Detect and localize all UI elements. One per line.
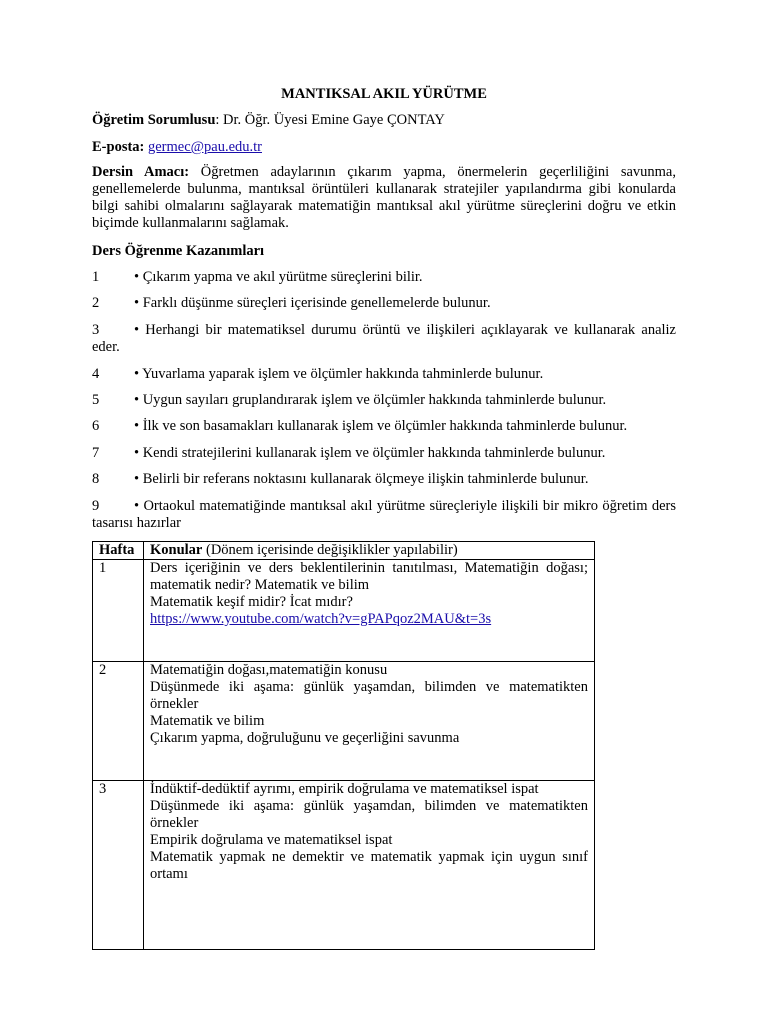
instructor-line bbox=[92, 112, 445, 129]
table-row bbox=[93, 781, 595, 950]
purpose-label: Dersin Amacı: bbox=[92, 164, 190, 180]
document-title: MANTIKSAL AKIL YÜRÜTME bbox=[281, 86, 487, 102]
outcome-item: 5 • Uygun sayıları gruplandırarak işlem ve ölçümler hakkında tahminlerde bulunur. bbox=[92, 392, 607, 408]
topics-cell: İndüktif-dedüktif ayrımı, empirik doğrulama ve matematiksel ispat Düşünmede iki aşama: günlük yaşamdan, bilimden ve matematikten örnekler Empirik doğrulama ve matematiksel ispat Matematik yapmak ne demektir ve matematik yapmak için uygun sınıf ortamı bbox=[144, 781, 595, 950]
table-row bbox=[93, 560, 595, 662]
table-header-row bbox=[93, 542, 595, 560]
outcomes-heading: Ders Öğrenme Kazanımları bbox=[92, 243, 265, 259]
outcome-item: 2 • Farklı düşünme süreçleri içerisinde genellemelerde bulunur. bbox=[92, 295, 491, 311]
week-cell: 2 bbox=[93, 662, 144, 781]
outcome-item: 9 • Ortaokul matematiğinde mantıksal akıl yürütme süreçleriyle ilişkili bir mikro öğretim ders tasarısı hazırlar bbox=[92, 498, 676, 531]
course-purpose bbox=[92, 164, 676, 232]
outcome-item: 4 • Yuvarlama yaparak işlem ve ölçümler hakkında tahminlerde bulunur. bbox=[92, 366, 544, 382]
instructor-value: : Dr. Öğr. Üyesi Emine Gaye ÇONTAY bbox=[215, 112, 445, 128]
instructor-label: Öğretim Sorumlusu bbox=[92, 112, 216, 128]
week-cell: 3 bbox=[93, 781, 144, 950]
outcome-item: 8 • Belirli bir referans noktasını kullanarak ölçmeye ilişkin tahminlerde bulunur. bbox=[92, 471, 589, 487]
topics-column-header: Konular (Dönem içerisinde değişiklikler yapılabilir) bbox=[144, 542, 595, 560]
outcome-item: 6 • İlk ve son basamakları kullanarak işlem ve ölçümler hakkında tahminlerde bulunur. bbox=[92, 418, 628, 434]
email-label: E-posta: bbox=[92, 139, 145, 155]
outcome-item: 3 • Herhangi bir matematiksel durumu örüntü ve ilişkileri açıklayarak ve kullanarak analiz eder. bbox=[92, 322, 676, 355]
purpose-text: Öğretmen adaylarının çıkarım yapma, önermelerin geçerliliğini savunma, genellemelerde bulunma, mantıksal örüntüleri kullanarak stratejiler yapılandırma gibi konularda bilgi sahibi olmalarını sağlayarak matematiğin mantıksal akıl yürütme süreçlerini doğru ve etkin biçimde kullanmalarını sağlamak. bbox=[92, 164, 676, 231]
email-link[interactable]: germec@pau.edu.tr bbox=[148, 139, 262, 155]
outcome-item: 1 • Çıkarım yapma ve akıl yürütme süreçlerini bilir. bbox=[92, 269, 423, 285]
table-row bbox=[93, 662, 595, 781]
outcome-item: 7 • Kendi stratejilerini kullanarak işlem ve ölçümler hakkında tahminlerde bulunur. bbox=[92, 445, 606, 461]
youtube-link[interactable]: https://www.youtube.com/watch?v=gPAPqoz2MAU&t=3s bbox=[150, 611, 492, 627]
email-line bbox=[92, 139, 262, 156]
weekly-topics-table bbox=[92, 541, 595, 950]
topics-cell: Ders içeriğinin ve ders beklentilerinin tanıtılması, Matematiğin doğası; matematik nedir? Matematik ve bilim Matematik keşif midir? İcat mıdır? https://www.youtube.com/watch?v=gPAPqoz2MAU&t=3s bbox=[144, 560, 595, 662]
week-cell: 1 bbox=[93, 560, 144, 662]
week-column-header: Hafta bbox=[93, 542, 144, 560]
topics-cell: Matematiğin doğası,matematiğin konusu Düşünmede iki aşama: günlük yaşamdan, bilimden ve matematikten örnekler Matematik ve bilim Çıkarım yapma, doğruluğunu ve geçerliğini savunma bbox=[144, 662, 595, 781]
